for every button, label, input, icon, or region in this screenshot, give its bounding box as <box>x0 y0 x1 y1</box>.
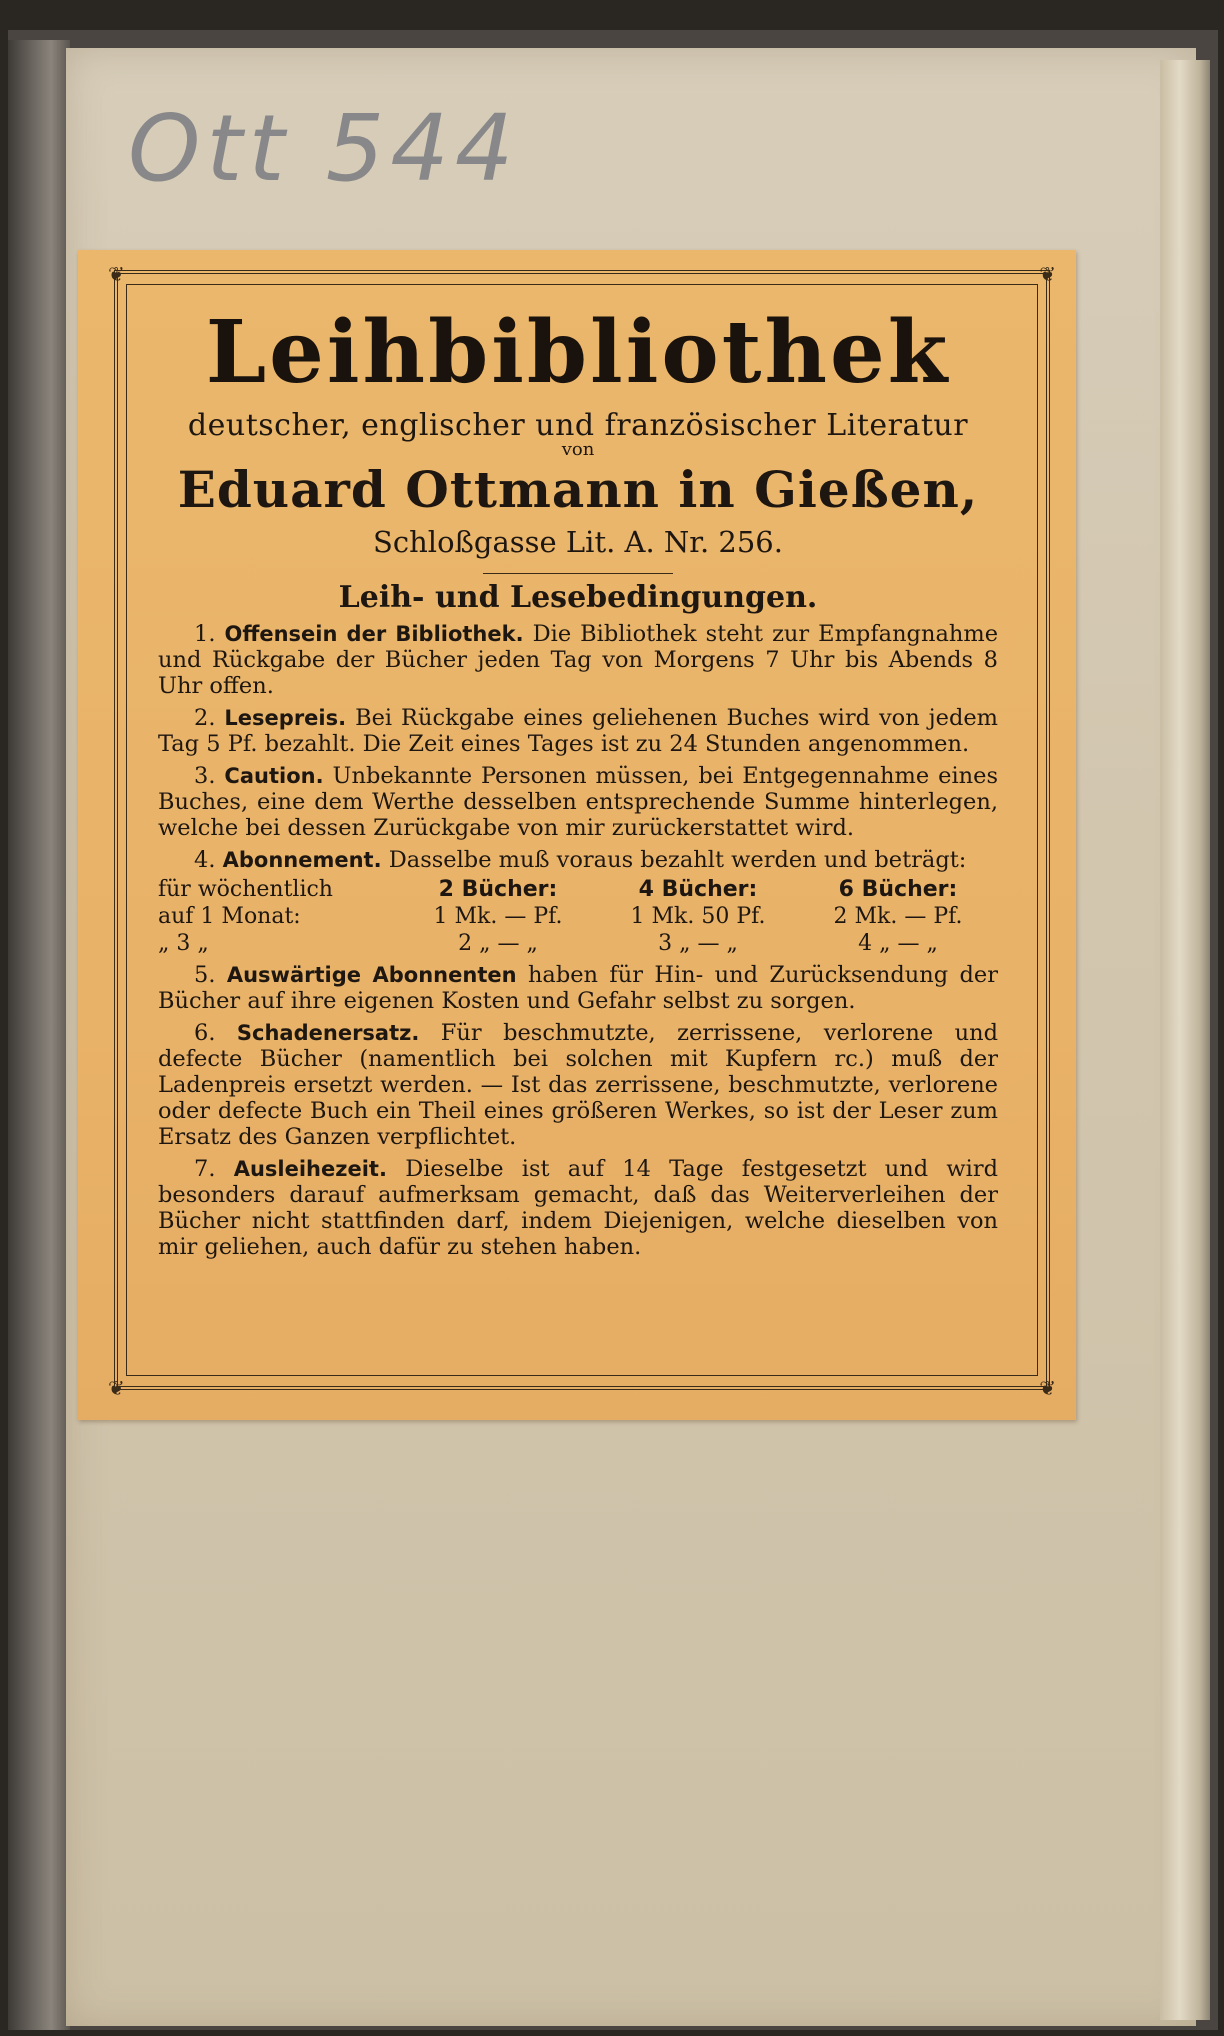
rule-number: 6. <box>194 1020 216 1047</box>
rule-text: Unbekannte Personen müssen, bei Entgegennahme eines Buches, eine dem Werthe desselben entsprechende Summe hinterlegen, welche bei dessen Zurückgabe von mir zurückerstattet wird. <box>158 763 998 842</box>
corner-ornament-icon: ❦ <box>108 262 125 286</box>
rule-paragraph <box>158 705 998 757</box>
fee-cell: 1 Mk. 50 Pf. <box>630 904 766 930</box>
rule-number: 4. <box>194 847 216 874</box>
conditions-heading: Leih- und Lesebedingungen. <box>338 580 818 616</box>
rule-text: Bei Rückgabe eines geliehenen Buches wird von jedem Tag 5 Pf. bezahlt. Die Zeit eines Tages ist zu 24 Stunden angenommen. <box>158 705 998 758</box>
label-title: Leihbibliothek <box>205 302 951 403</box>
rule-paragraph <box>158 1156 998 1260</box>
rule-paragraph <box>158 847 998 873</box>
fee-cell: 2 Mk. — Pf. <box>833 904 963 930</box>
rule-number: 5. <box>194 962 216 989</box>
rule-text: Für beschmutzte, zerrissene, verlorene und defecte Bücher (namentlich bei solchen mit Kupfern rc.) muß der Ladenpreis ersetzt werden. — Ist das zerrissene, beschmutzte, verlorene oder defecte Buch ein Theil eines größeren Werkes, so ist der Leser zum Ersatz des Ganzen verpflichtet. <box>158 1020 998 1151</box>
library-label <box>78 250 1076 1420</box>
rule-title: Caution. <box>224 764 324 789</box>
fee-period: auf 1 Monat: <box>158 904 301 930</box>
rule-text: Die Bibliothek steht zur Empfangnahme und Rückgabe der Bücher jeden Tag von Morgens 7 Uhr bis Abends 8 Uhr offen. <box>158 621 999 700</box>
fee-table <box>158 877 998 956</box>
fee-header: 2 Bücher: <box>438 877 558 903</box>
rule-number: 2. <box>194 705 216 732</box>
rule-title: Offensein der Bibliothek. <box>224 622 524 647</box>
rule-paragraph <box>158 763 998 841</box>
page-edge <box>1160 60 1210 2020</box>
rule-title: Ausleihezeit. <box>233 1157 387 1182</box>
fee-period: „ 3 „ <box>158 931 209 957</box>
corner-ornament-icon: ❦ <box>1039 262 1056 286</box>
rule-number: 1. <box>194 621 216 648</box>
rule-paragraph <box>158 962 998 1014</box>
rule-text: haben für Hin- und Zurücksendung der Bücher auf ihre eigenen Kosten und Gefahr selbst zu sorgen. <box>158 962 998 1015</box>
fee-header: 6 Bücher: <box>838 877 958 903</box>
rule-text: Dieselbe ist auf 14 Tage festgesetzt und wird besonders darauf aufmerksam gemacht, daß das Weiterverleihen der Bücher nicht stattfinden darf, indem Diejenigen, welche dieselben von mir geliehen, auch dafür zu stehen haben. <box>158 1156 999 1261</box>
rule-number: 3. <box>194 763 216 790</box>
rule-title: Auswärtige Abonnenten <box>226 963 517 988</box>
fee-cell: 1 Mk. — Pf. <box>433 904 563 930</box>
rule-title: Abonnement. <box>222 848 382 873</box>
fee-header: 4 Bücher: <box>638 877 758 903</box>
label-content <box>158 300 998 1260</box>
label-von: von <box>561 439 595 461</box>
rule-title: Lesepreis. <box>224 706 347 731</box>
rule-text: Dasselbe muß voraus bezahlt werden und beträgt: <box>388 847 967 874</box>
handwritten-shelfmark: Ott 544 <box>128 95 520 202</box>
fee-cell: 2 „ — „ <box>458 931 538 957</box>
rule-number: 7. <box>194 1156 216 1183</box>
corner-ornament-icon: ❦ <box>1039 1376 1056 1400</box>
divider <box>483 573 673 574</box>
label-owner: Eduard Ottmann in Gießen, <box>177 460 979 520</box>
rule-paragraph <box>158 1020 998 1150</box>
rule-paragraph <box>158 621 998 699</box>
rule-title: Schadenersatz. <box>236 1021 420 1046</box>
fee-label-header: für wöchentlich <box>158 877 333 903</box>
fee-cell: 3 „ — „ <box>658 931 738 957</box>
book-spine <box>8 40 70 2030</box>
fee-cell: 4 „ — „ <box>858 931 938 957</box>
label-subtitle: deutscher, englischer und französischer Literatur <box>187 408 969 444</box>
label-address: Schloßgasse Lit. A. Nr. 256. <box>373 525 783 560</box>
corner-ornament-icon: ❦ <box>108 1376 125 1400</box>
